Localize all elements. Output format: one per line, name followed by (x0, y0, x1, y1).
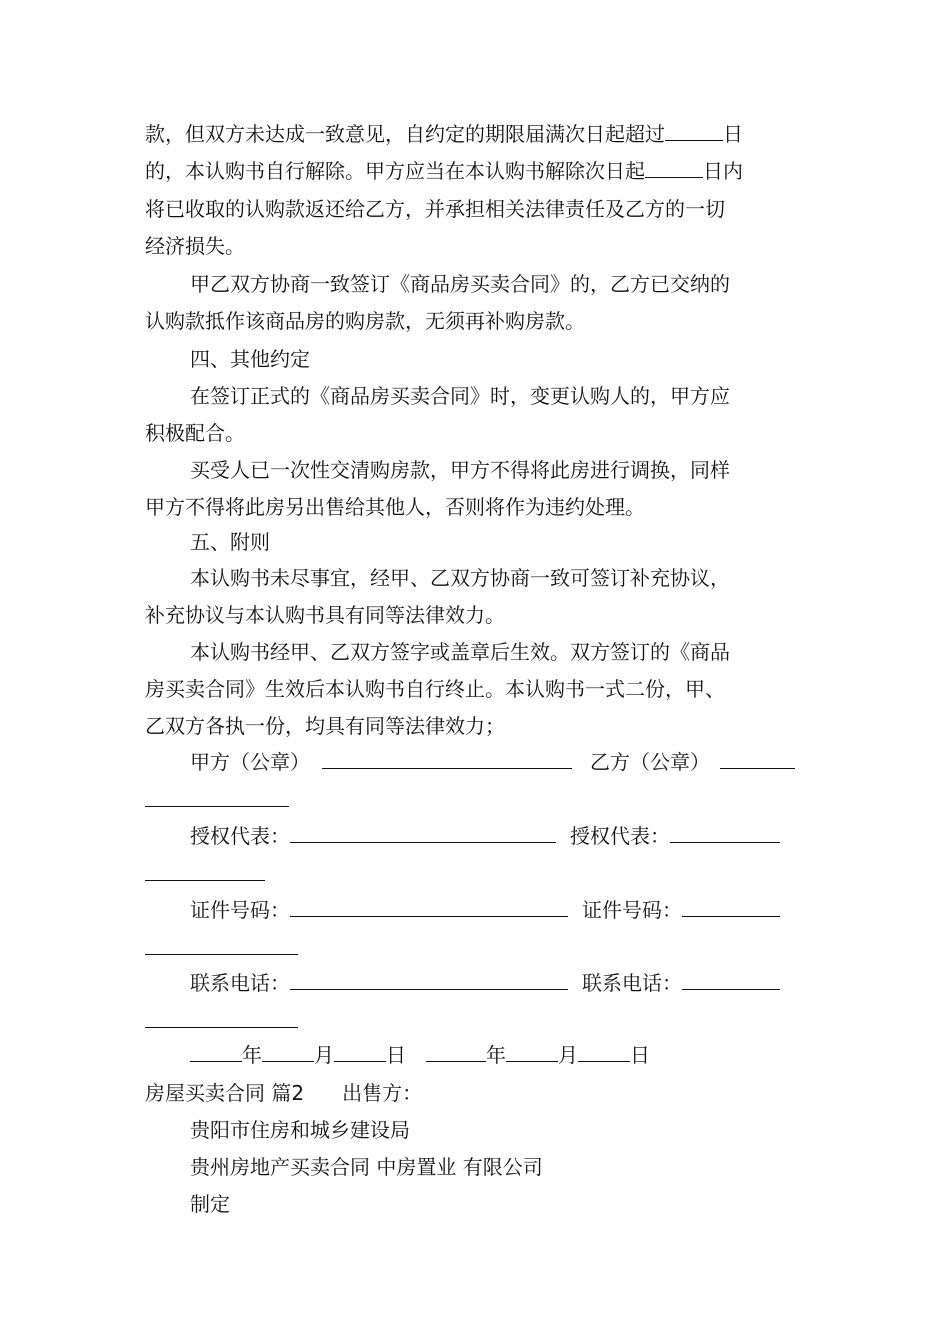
text: 款，但双方未达成一致意见，自约定的期限届满次日起超过 (145, 122, 665, 146)
signature-continuation (145, 788, 289, 812)
year-label: 年 (242, 1043, 262, 1067)
paragraph-line: 经济损失。 (145, 234, 245, 258)
signature-field (145, 936, 298, 955)
paragraph-line: 乙双方各执一份，均具有同等法律效力； (145, 714, 505, 738)
signature-field (682, 898, 780, 917)
signature-field (145, 788, 289, 807)
blank-field (665, 122, 723, 141)
signature-field (720, 750, 795, 769)
day-label: 日 (386, 1043, 406, 1067)
day-label: 日 (630, 1043, 650, 1067)
party-b-phone-label: 联系电话： (582, 971, 682, 995)
section2-title: 房屋买卖合同 篇2 (145, 1081, 305, 1105)
paragraph-line: 甲乙双方协商一致签订《商品房买卖合同》的，乙方已交纳的 (190, 272, 730, 296)
seller-label: 出售方： (342, 1081, 423, 1105)
section-heading: 四、其他约定 (190, 347, 310, 371)
signature-field (145, 862, 265, 881)
month-blank (262, 1043, 314, 1062)
paragraph-line: 甲方不得将此房另出售给其他人，否则将作为违约处理。 (145, 495, 645, 519)
signature-field (145, 1009, 298, 1028)
signature-continuation (145, 936, 298, 960)
signature-field (290, 824, 556, 843)
signature-line (190, 824, 780, 848)
signature-continuation (145, 862, 265, 886)
party-a-phone-label: 联系电话： (190, 971, 290, 995)
text: 日内 (703, 159, 743, 183)
org-line: 贵州房地产买卖合同 中房置业 有限公司 (190, 1155, 543, 1179)
paragraph-line: 将已收取的认购款返还给乙方，并承担相关法律责任及乙方的一切 (145, 197, 725, 221)
signature-field (290, 971, 568, 990)
signature-field (290, 898, 568, 917)
text: 日 (723, 122, 743, 146)
paragraph-line: 本认购书经甲、乙双方签字或盖章后生效。双方签订的《商品 (190, 640, 730, 664)
paragraph-line: 补充协议与本认购书具有同等法律效力。 (145, 603, 505, 627)
section2-header (145, 1081, 422, 1105)
day-blank (578, 1043, 630, 1062)
party-a-rep-label: 授权代表： (190, 824, 290, 848)
made-line: 制定 (190, 1192, 230, 1216)
paragraph-line: 本认购书未尽事宜，经甲、乙双方协商一致可签订补充协议， (190, 566, 730, 590)
party-b-rep-label: 授权代表： (570, 824, 670, 848)
paragraph-line: 房买卖合同》生效后本认购书自行终止。本认购书一式二份，甲、 (145, 677, 725, 701)
paragraph-line: 买受人已一次性交清购房款，甲方不得将此房进行调换，同样 (190, 458, 730, 482)
signature-line (190, 750, 795, 774)
org-line: 贵阳市住房和城乡建设局 (190, 1118, 410, 1142)
paragraph-line: 积极配合。 (145, 421, 245, 445)
day-blank (334, 1043, 386, 1062)
paragraph-line: 认购款抵作该商品房的购房款，无须再补购房款。 (145, 309, 585, 333)
text: 的，本认购书自行解除。甲方应当在本认购书解除次日起 (145, 159, 645, 183)
party-b-seal-label: 乙方（公章） (590, 750, 710, 774)
section-heading: 五、附则 (190, 530, 270, 554)
month-label: 月 (314, 1043, 334, 1067)
paragraph-line (145, 159, 743, 183)
signature-field (322, 750, 572, 769)
paragraph-line: 在签订正式的《商品房买卖合同》时，变更认购人的，甲方应 (190, 384, 730, 408)
party-a-seal-label: 甲方（公章） (190, 750, 310, 774)
month-label: 月 (558, 1043, 578, 1067)
party-a-id-label: 证件号码： (190, 898, 290, 922)
signature-field (682, 971, 780, 990)
party-b-id-label: 证件号码： (582, 898, 682, 922)
year-blank (190, 1043, 242, 1062)
signature-field (670, 824, 780, 843)
year-blank (426, 1043, 486, 1062)
year-label: 年 (486, 1043, 506, 1067)
month-blank (506, 1043, 558, 1062)
paragraph-line (145, 122, 743, 146)
date-line (190, 1043, 650, 1067)
signature-continuation (145, 1009, 298, 1033)
signature-line (190, 971, 780, 995)
signature-line (190, 898, 780, 922)
blank-field (645, 159, 703, 178)
